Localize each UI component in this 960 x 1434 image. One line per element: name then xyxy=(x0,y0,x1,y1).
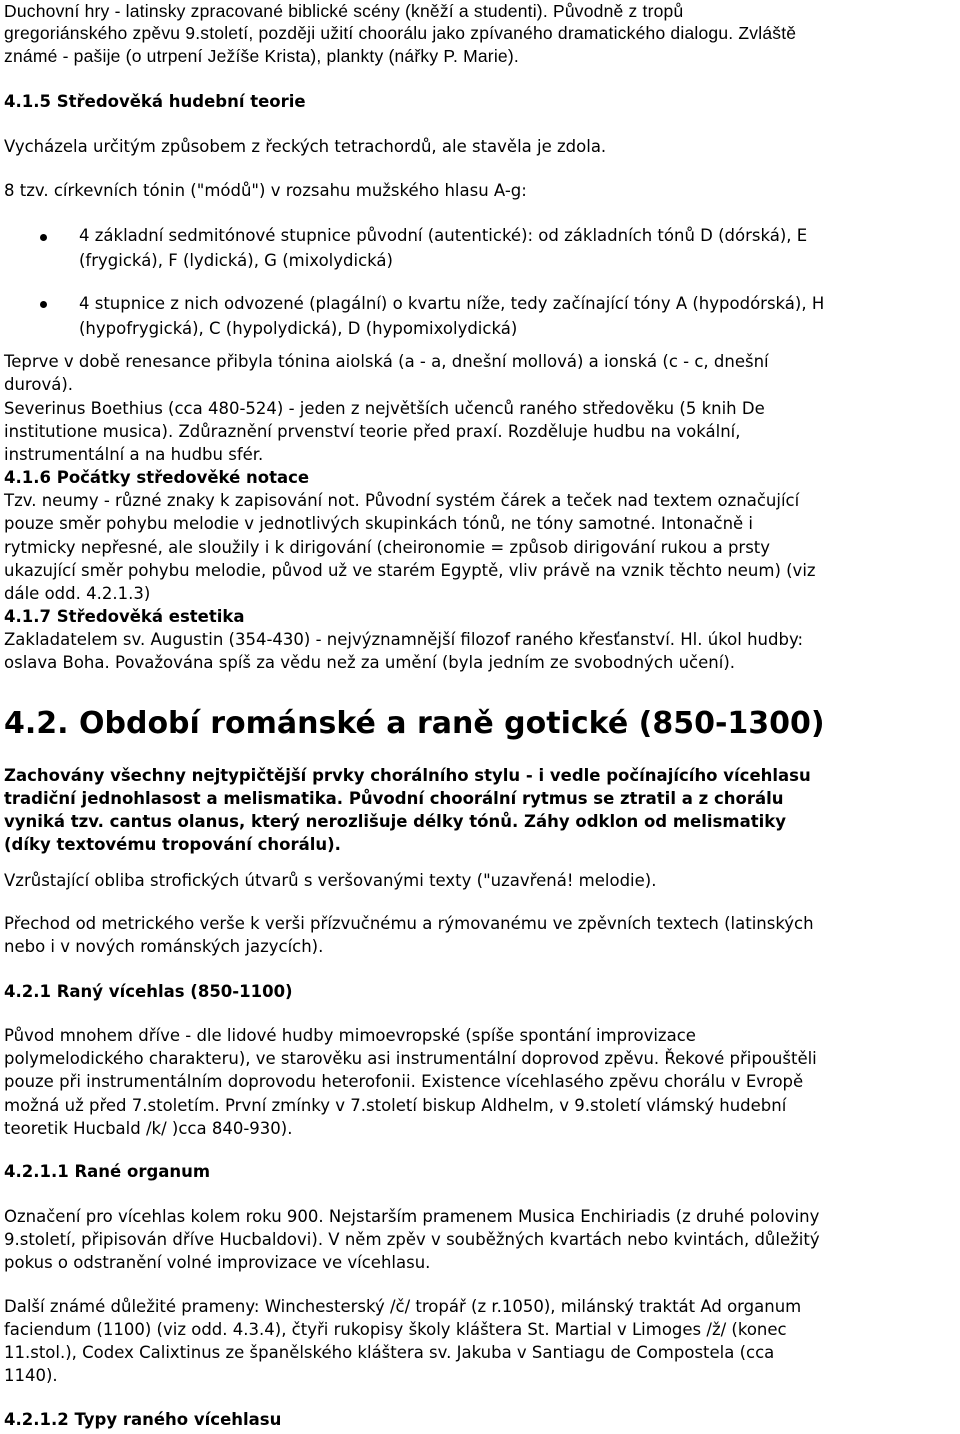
list-item: (hypofrygická), C (hypolydická), D (hypomixolydická) xyxy=(79,319,518,338)
bold-paragraph: tradiční jednohlasost a melismatika. Původní choorální rytmus se ztratil a z chorálu xyxy=(4,789,784,808)
paragraph: oslava Boha. Považována spíš za vědu než za umění (byla jedním ze svobodných učení). xyxy=(4,653,736,672)
list-item: 4 základní sedmitónové stupnice původní (autentické): od základních tónů D (dórská), E xyxy=(79,226,808,245)
paragraph: instrumentální a na hudbu sfér. xyxy=(4,445,264,464)
bullet-dot xyxy=(40,234,47,241)
paragraph: Tzv. neumy - různé znaky k zapisování not. Původní systém čárek a teček nad textem označující xyxy=(4,491,800,510)
bullet-dot xyxy=(40,301,47,308)
paragraph: 11.stol.), Codex Calixtinus ze španělského kláštera sv. Jakuba v Santiagu de Compostela (cca xyxy=(4,1343,775,1362)
paragraph: 1140). xyxy=(4,1366,58,1385)
paragraph: Teprve v době renesance přibyla tónina aiolská (a - a, dnešní mollová) a ionská (c - c, dnešní xyxy=(4,352,769,371)
paragraph: polymelodického charakteru), ve starověku asi instrumentální doprovod zpěvu. Řekové připouštěli xyxy=(4,1049,817,1068)
paragraph: Vzrůstající obliba strofických útvarů s veršovanými texty ("uzavřená! melodie). xyxy=(4,871,657,890)
bold-paragraph: vyniká tzv. cantus olanus, který nerozlišuje délky tónů. Záhy odklon od melismatiky xyxy=(4,812,786,831)
paragraph: možná už před 7.stoletím. První zmínky v 7.století biskup Aldhelm, v 9.století vlámský hudební xyxy=(4,1096,787,1115)
paragraph: Další známé důležité prameny: Winchesterský /č/ tropář (z r.1050), milánský traktát Ad organum xyxy=(4,1297,802,1316)
paragraph: nebo i v nových románských jazycích). xyxy=(4,937,324,956)
section-heading: 4.2.1.2 Typy raného vícehlasu xyxy=(4,1410,282,1429)
intro-line: známé - pašije (o utrpení Ježíše Krista), plankty (nářky P. Marie). xyxy=(4,46,519,66)
section-heading: 4.2.1 Raný vícehlas (850-1100) xyxy=(4,982,293,1001)
section-heading: 4.2.1.1 Rané organum xyxy=(4,1162,211,1181)
section-heading: 4.1.6 Počátky středověké notace xyxy=(4,468,310,487)
paragraph: Přechod od metrického verše k verši přízvučnému a rýmovanému ve zpěvních textech (latinských xyxy=(4,914,814,933)
paragraph: faciendum (1100) (viz odd. 4.3.4), čtyři rukopisy školy kláštera St. Martial v Limoges /ž/ (konec xyxy=(4,1320,787,1339)
paragraph: teoretik Hucbald /k/ )cca 840-930). xyxy=(4,1119,293,1138)
paragraph: pokus o odstranění volné improvizace ve vícehlasu. xyxy=(4,1253,431,1272)
intro-line: gregoriánského zpěvu 9.století, později užití choorálu jako zpívaného dramatického dialogu. Zvláště xyxy=(4,23,797,43)
paragraph: Vycházela určitým způsobem z řeckých tetrachordů, ale stavěla je zdola. xyxy=(4,137,607,156)
paragraph: pouze při instrumentálním doprovodu heterofonii. Existence vícehlasého zpěvu chorálu v Evropě xyxy=(4,1072,804,1091)
bold-paragraph: (díky textovému tropování chorálu). xyxy=(4,835,341,854)
list-item: 4 stupnice z nich odvozené (plagální) o kvartu níže, tedy začínající tóny A (hypodórská), H xyxy=(79,294,825,313)
paragraph: 9.století, připisován dříve Hucbaldovi). V něm zpěv v souběžných kvartách nebo kvintách, důležitý xyxy=(4,1230,820,1249)
paragraph: 8 tzv. církevních tónin ("módů") v rozsahu mužského hlasu A-g: xyxy=(4,181,527,200)
paragraph: Zakladatelem sv. Augustin (354-430) - nejvýznamnější filozof raného křesťanství. Hl. úkol hudby: xyxy=(4,630,804,649)
list-item: (frygická), F (lydická), G (mixolydická) xyxy=(79,251,393,270)
paragraph: Severinus Boethius (cca 480-524) - jeden z největších učenců raného středověku (5 knih De xyxy=(4,399,765,418)
paragraph: Původ mnohem dříve - dle lidové hudby mimoevropské (spíše spontání improvizace xyxy=(4,1026,696,1045)
intro-line: Duchovní hry - latinsky zpracované biblické scény (kněží a studenti). Původně z tropů xyxy=(4,1,684,21)
paragraph: dále odd. 4.2.1.3) xyxy=(4,584,151,603)
section-heading: 4.1.7 Středověká estetika xyxy=(4,607,245,626)
paragraph: institutione musica). Zdůraznění prvenství teorie před praxí. Rozděluje hudbu na vokální, xyxy=(4,422,741,441)
bold-paragraph: Zachovány všechny nejtypičtější prvky chorálního stylu - i vedle počínajícího vícehlasu xyxy=(4,766,811,785)
chapter-heading: 4.2. Období románské a raně gotické (850-1300) xyxy=(4,706,825,741)
paragraph: Označení pro vícehlas kolem roku 900. Nejstarším pramenem Musica Enchiriadis (z druhé poloviny xyxy=(4,1207,820,1226)
paragraph: rytmicky nepřesné, ale sloužily i k dirigování (cheironomie = způsob dirigování rukou a prsty xyxy=(4,538,771,557)
paragraph: durová). xyxy=(4,375,74,394)
paragraph: ukazující směr pohybu melodie, původ už ve starém Egyptě, vliv právě na vznik těchto neum) (viz xyxy=(4,561,816,580)
paragraph: pouze směr pohybu melodie v jednotlivých skupinkách tónů, ne tóny samotné. Intonačně i xyxy=(4,514,754,533)
section-heading: 4.1.5 Středověká hudební teorie xyxy=(4,92,306,111)
